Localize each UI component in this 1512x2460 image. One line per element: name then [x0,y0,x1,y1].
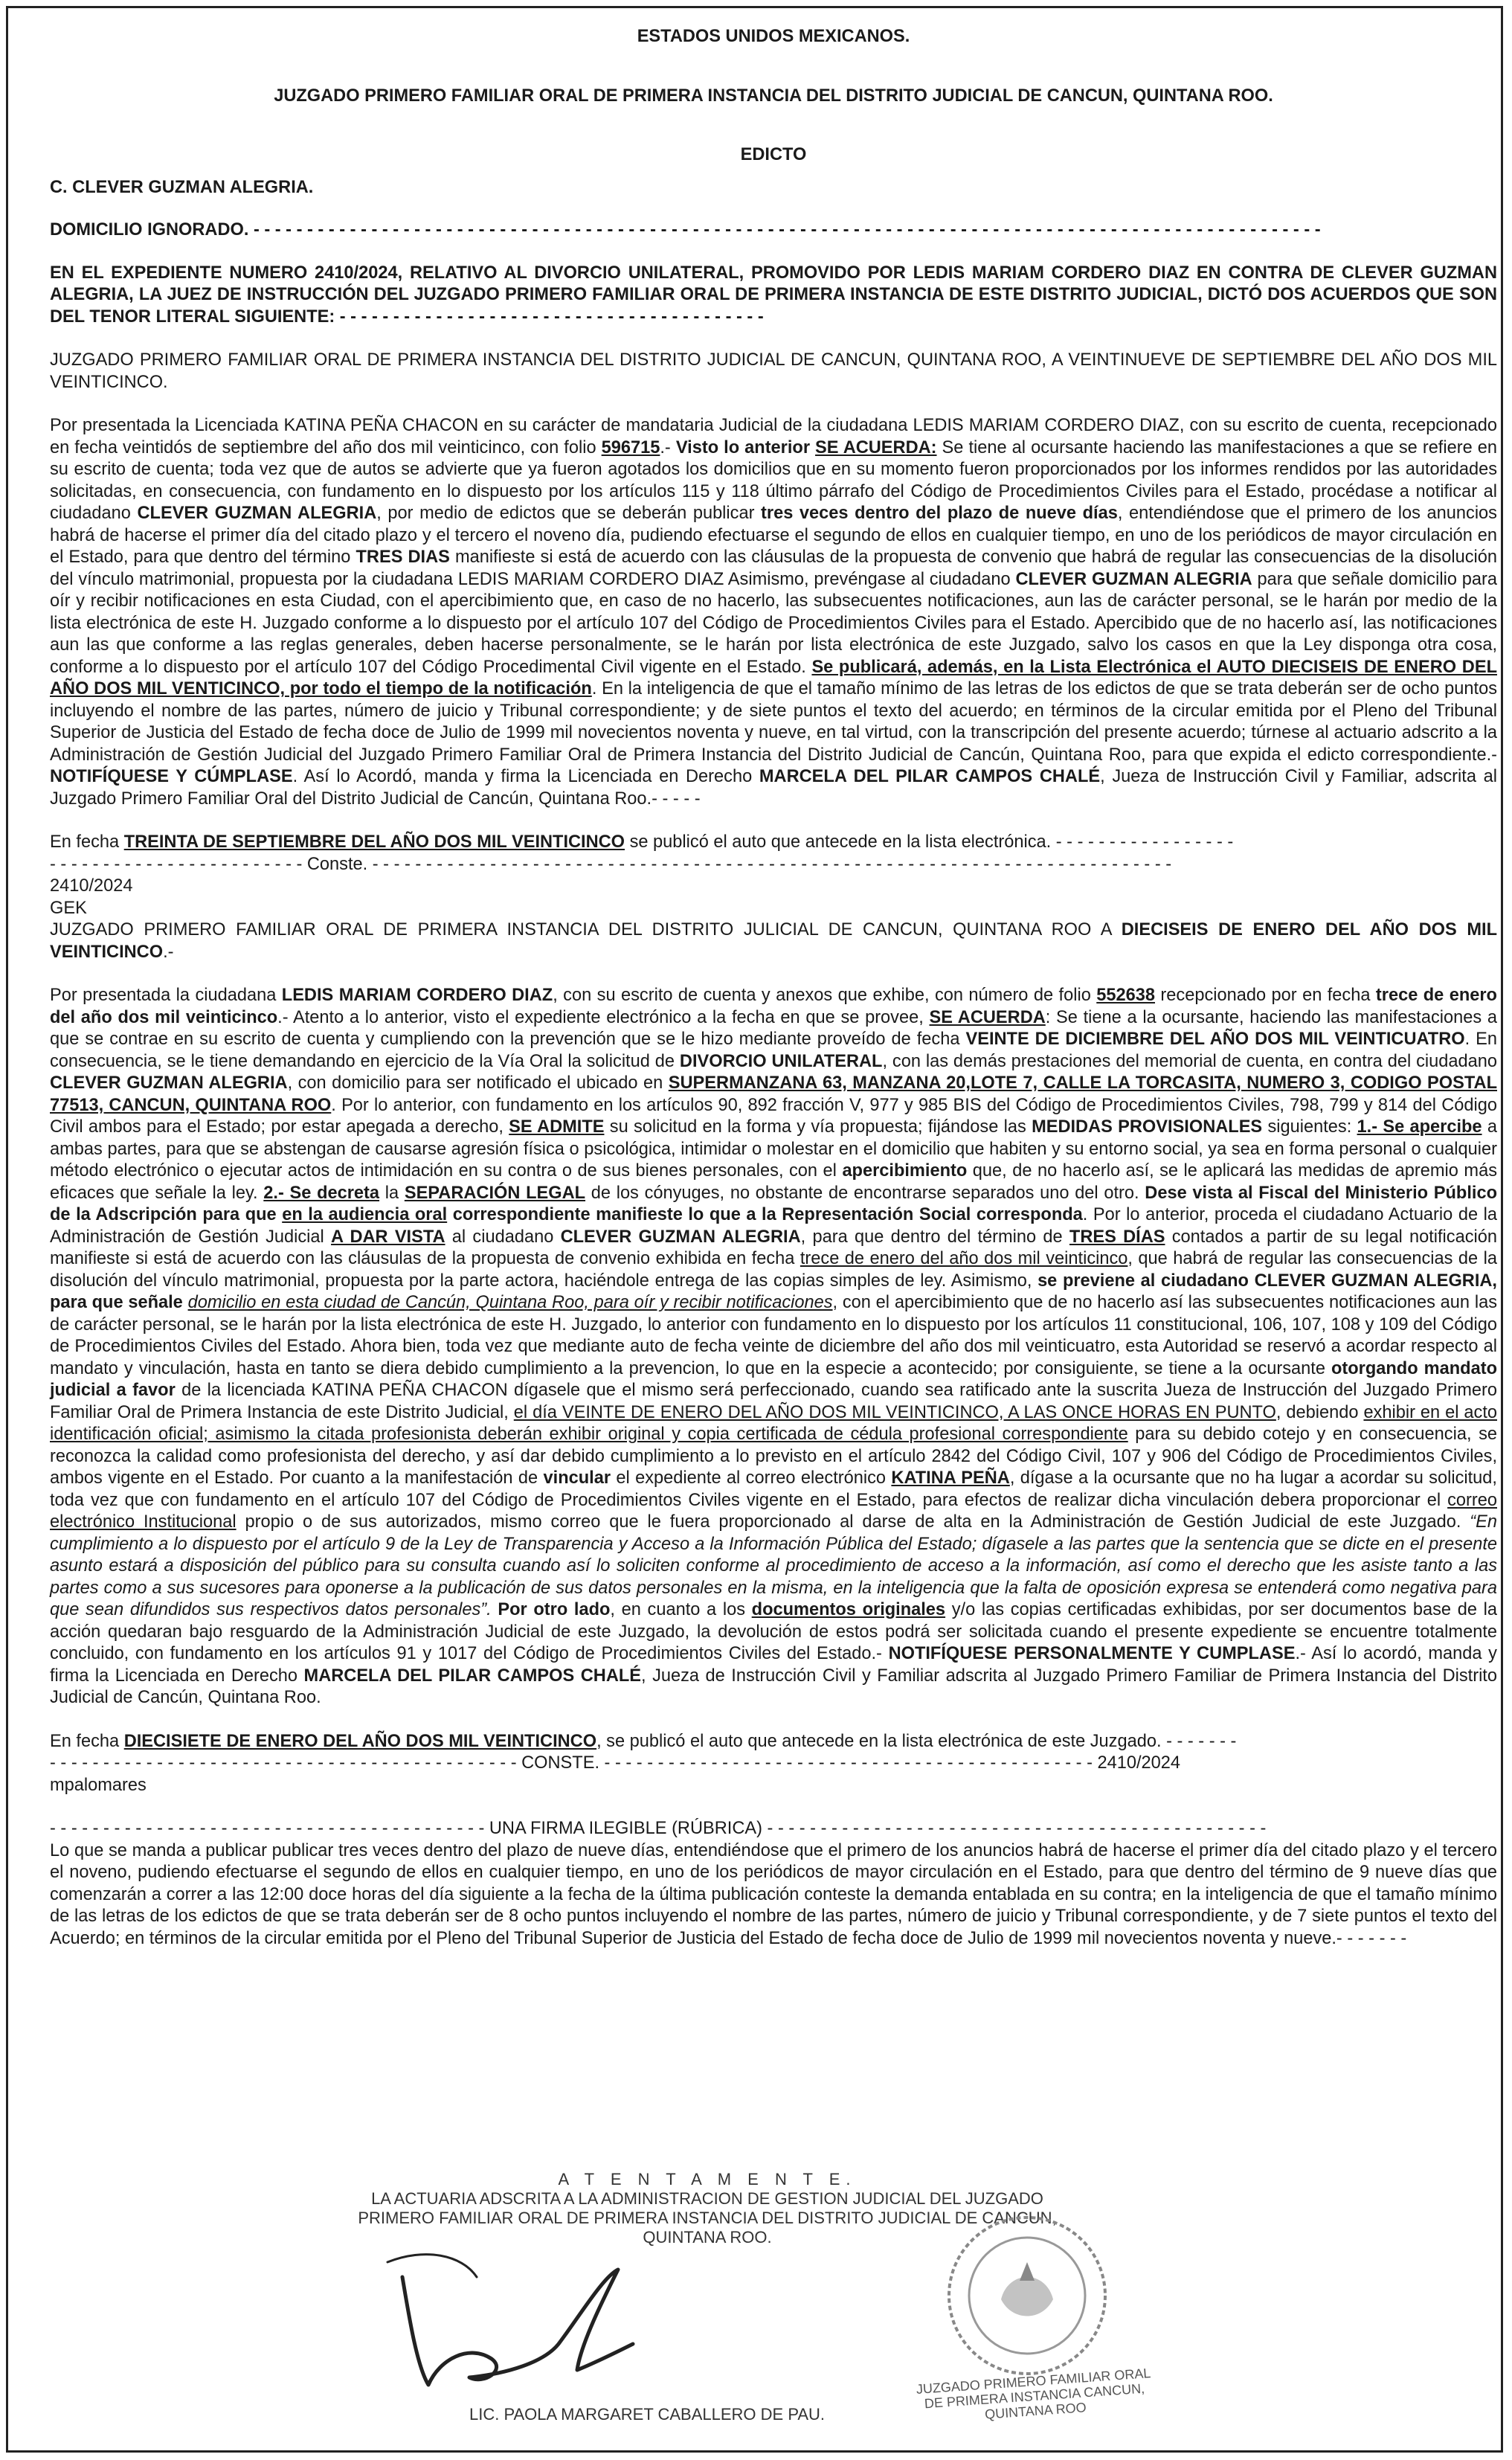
acuerdo1-publication: En fecha TREINTA DE SEPTIEMBRE DEL AÑO DOS MIL VEINTICINCO se publicó el auto que antecede en la lista electrónica. - - - - - - - - - - - - - - - - - [50,832,1234,852]
illegible-signature-line: - - - - - - - - - - - - - - - - - - - - - - - - - - - - - - - - - - - - - - - - - UNA FIRMA ILEGIBLE (RÚBRICA) - - - - - - - - - - - - - - - - - - - - - - - - - - - - - - - - - - - - - - - - - - - - - - - [50,1819,1267,1838]
court-seal [930,2210,1124,2381]
edict-page [6,6,1503,2453]
country-heading: ESTADOS UNIDOS MEXICANOS. [637,27,910,46]
expediente-number: 2410/2024 [50,876,133,896]
acuerdo2-body: Por presentada la ciudadana LEDIS MARIAM CORDERO DIAZ, con su escrito de cuenta y anexos que exhibe, con número de folio 552638 recepcionado por en fecha trece de enero del año dos mil veinticinco.- Atento a lo anterior, visto el expediente electrónico a la fecha en que se provee, SE ACUERDA: Se tiene a la ocursante, haciendo las manifestaciones a que se contrae en su escrito de cuenta y cumpliendo con la prevención que se le hizo mediante proveído de fecha VEINTE DE DICIEMBRE DEL AÑO DOS MIL VEINTICUATRO. En consecuencia, se le tiene demandando en ejercicio de la Vía Oral la solicitud de DIVORCIO UNILATERAL, con las demás prestaciones del memorial de cuenta, en contra del ciudadano CLEVER GUZMAN ALEGRIA, con domicilio para ser notificado el ubicado en SUPERMANZANA 63, MANZANA 20,LOTE 7, CALLE LA TORCASITA, NUMERO 3, CODIGO POSTAL 77513, CANCUN, QUINTANA ROO. Por lo anterior, con fundamento en los artículos 90, 892 fracción V, 977 y 985 BIS del Código de Procedimientos Civiles, 798, 799 y 814 del Código Civil ambos para el Estado; por estar apegada a derecho, SE ADMITE su solicitud en la forma y vía propuesta; fijándose las MEDIDAS PROVISIONALES siguientes: 1.- Se apercibe a ambas partes, para que se abstengan de causarse agresión física o psicológica, intimidar o molestar en el domicilio que habiten y su entorno social, ya sea en forma personal o cualquier método electrónico o ejecutar actos de intimidación en su contra o de sus bienes personales, con el apercibimiento que, de no hacerlo así, se le aplicará las medidas de apremio más eficaces que señale la ley. 2.- Se decreta la SEPARACIÓN LEGAL de los cónyuges, no obstante de encontrarse separados uno del otro. Dese vista al Fiscal del Ministerio Público de la Adscripción para que en la audiencia oral correspondiente manifieste lo que a la Representación Social corresponda. Por lo anterior, proceda el ciudadano Actuario de la Administración de Gestión Judicial A DAR VISTA al ciudadano CLEVER GUZMAN ALEGRIA, para que dentro del término de TRES DÍAS contados a partir de su legal notificación manifieste si está de acuerdo con las cláusulas de la propuesta de convenio exhibida en fecha trece de enero del año dos mil veinticinco, que habrá de regular las consecuencias de la disolución del vínculo matrimonial, propuesta por la parte actora, haciéndole entrega de las copias simples de ley. Asimismo, se previene al ciudadano CLEVER GUZMAN ALEGRIA, para que señale domicilio en esta ciudad de Cancún, Quintana Roo, para oír y recibir notificaciones, con el apercibimiento que de no hacerlo así las subsecuentes notificaciones aun las de carácter personal, se le harán por la lista electrónica de este H. Juzgado, lo anterior con fundamento en lo dispuesto por los artículos 11 constitucional, 106, 107, 108 y 109 del Código de Procedimientos Civiles del Estado. Ahora bien, toda vez que mediante auto de fecha veinte de diciembre del año dos mil veinticuatro, esta Autoridad se reservó a acordar respecto al mandato y vinculación, hasta en tanto se diera debido cumplimiento a la prevencion, lo que en la especie a acontecido; por consiguiente, se tiene a la ocursante otorgando mandato judicial a favor de la licenciada KATINA PEÑA CHACON dígasele que el mismo será perfeccionado, cuando sea ratificado ante la suscrita Jueza de Instrucción del Juzgado Primero Familiar Oral de Primera Instancia de este Distrito Judicial, el día VEINTE DE ENERO DEL AÑO DOS MIL VEINTICINCO, A LAS ONCE HORAS EN PUNTO, debiendo exhibir en el acto identificación oficial; asimismo la citada profesionista deberán exhibir original y copia certificada de cédula profesional correspondiente para su debido cotejo y en consecuencia, se reconozca la calidad como profesionista del derecho, y así dar debido cumplimiento a lo previsto en el artículo 2842 del Código Civil, 107 y 906 del Código de Procedimientos Civiles, ambos vigente en el Estado. Por cuanto a la manifestación de vincular el expediente al correo electrónico KATINA PEÑA, dígase a la ocursante que no ha lugar a acordar su solicitud, toda vez que con fundamento en el artículo 107 del Código de Procedimientos Civiles vigente en el Estado, para efectos de realizar dicha vinculación debera proporcionar el correo electrónico Institucional propio o de sus autorizados, mismo correo que le fuera proporcionado al darse de alta en la Administración de Gestión Judicial de este Juzgado. “En cumplimiento a lo dispuesto por el artículo 9 de la Ley de Transparencia y Acceso a la Información Pública del Estado; dígasele a las partes que la sentencia que se dicte en el presente asunto estará a disposición del público para su consulta cuando así lo soliciten conforme al procedimiento de acceso a la información, así como el derecho que les asiste tanto a las partes como a sus sucesores para oponerse a la publicación de sus datos personales en la misma, en la inteligencia que la falta de oposición expresa se entenderá como negativa para que sean difundidos sus respectivos datos personales”. Por otro lado, en cuanto a los documentos originales y/o las copias certificadas exhibidas, por ser documentos base de la acción quedaran bajo resguardo de la Administración Judicial de este Juzgado, la devolución de estos podrá ser solicitada cuando el presente expediente se encuentre totalmente concluido, con fundamento en los artículos 91 y 1017 del Código de Procedimientos Civiles del Estado.- NOTIFÍQUESE PERSONALMENTE Y CUMPLASE.- Así lo acordó, manda y firma la Licenciada en Derecho MARCELA DEL PILAR CAMPOS CHALÉ, Jueza de Instrucción Civil y Familiar adscrita al Juzgado Primero Familiar de Primera Instancia del Distrito Judicial de Cancún, Quintana Roo. [50,986,1498,1707]
acuerdo2-publication: En fecha DIECISIETE DE ENERO DEL AÑO DOS MIL VEINTICINCO, se publicó el auto que antecede en la lista electrónica de este Juzgado. - - - - - - - [50,1731,1237,1751]
clerk-initials: GEK [50,898,87,918]
clerk-user: mpalomares [50,1775,147,1795]
edict-title: EDICTO [740,145,807,164]
actuaria-line-3: QUINTANA ROO. [643,2228,772,2247]
acuerdo1-conste: - - - - - - - - - - - - - - - - - - - - - - - - Conste. - - - - - - - - - - - - - - - - - - - - - - - - - - - - - - - - - - - - - - - - - - - - - - - - - - - - - - - - - - - - - - - - - - - - - - - - - - - [50,854,1172,874]
acuerdo1-body: Por presentada la Licenciada KATINA PEÑA CHACON en su carácter de mandataria Judicial de la ciudadana LEDIS MARIAM CORDERO DIAZ, con su escrito de cuenta, recepcionado en fecha veintidós de septiembre del año dos mil veinticinco, con folio 596715.- Visto lo anterior SE ACUERDA: Se tiene al ocursante haciendo las manifestaciones a que se refiere en su escrito de cuenta; toda vez que de autos se advierte que ya fueron agotados los domicilios que en su momento fueron proporcionados por los informes rendidos por las autoridades solicitadas, en consecuencia, con fundamento en lo dispuesto por los artículos 115 y 118 último párrafo del Código de Procedimientos Civiles para el Estado, procédase a notificar al ciudadano CLEVER GUZMAN ALEGRIA, por medio de edictos que se deberán publicar tres veces dentro del plazo de nueve días, entendiéndose que el primero de los anuncios habrá de hacerse el primer día del citado plazo y el tercero el noveno día, pudiendo efectuarse el segundo de ellos en cualquier tiempo, en uno de los periódicos de mayor circulación en el Estado, para que dentro del término TRES DIAS manifieste si está de acuerdo con las cláusulas de la propuesta de convenio que habrá de regular las consecuencias de la disolución del vínculo matrimonial, propuesta por la ciudadana LEDIS MARIAM CORDERO DIAZ Asimismo, prevéngase al ciudadano CLEVER GUZMAN ALEGRIA para que señale domicilio para oír y recibir notificaciones en esta Ciudad, con el apercibimiento que, en caso de no hacerlo, las subsecuentes notificaciones, aun las de carácter personal, se le harán por medio de la lista electrónica de este H. Juzgado conforme a lo dispuesto por el artículo 107 del Código de Procedimientos Civiles para el Estado. Apercibido que de no hacerlo así, las notificaciones aun las que conforme a las reglas generales, deben hacerse personalmente, se le harán por lista electrónica de este Juzgado, salvo los casos en que la Ley disponga otra cosa, conforme a lo dispuesto por el artículo 107 del Código Procedimental Civil vigente en el Estado. Se publicará, además, en la Lista Electrónica el AUTO DIECISEIS DE ENERO DEL AÑO DOS MIL VENTICINCO, por todo el tiempo de la notificación. En la inteligencia de que el tamaño mínimo de las letras de los edictos de que se trata deberán ser de ocho puntos incluyendo el nombre de las partes, número de juicio y Tribunal correspondiente; y de siete puntos el texto del acuerdo; en términos de la circular emitida por el Pleno del Tribunal Superior de Justicia del Estado de fecha doce de Julio de 1999 mil novecientos noventa y nueve, en tal virtud, con la transcripción del presente acuerdo; túrnese al actuario adscrito a la Administración de Gestión Judicial del Juzgado Primero Familiar Oral de Primera Instancia del Distrito Judicial de Cancún, Quintana Roo, para que expida el edicto correspondiente.-NOTIFÍQUESE Y CÚMPLASE. Así lo Acordó, manda y firma la Licenciada en Derecho MARCELA DEL PILAR CAMPOS CHALÉ, Jueza de Instrucción Civil y Familiar, adscrita al Juzgado Primero Familiar Oral del Distrito Judicial de Cancún, Quintana Roo.- - - - - [50,416,1497,809]
atentamente-label: A T E N T A M E N T E. [558,2170,857,2188]
seal-text: JUZGADO PRIMERO FAMILIAR ORAL DE PRIMERA INSTANCIA CANCUN, QUINTANA ROO [916,2366,1151,2422]
addressee-domicile: DOMICILIO IGNORADO. - - - - - - - - - - - - - - - - - - - - - - - - - - - - - - - - - - - - - - - - - - - - - - - - - - - - - - - - - - - - - - - - - - - - - - - - - - - - - - - - - - - - - - - - - - - - - - - - - - - - [50,220,1321,240]
court-heading: JUZGADO PRIMERO FAMILIAR ORAL DE PRIMERA INSTANCIA DEL DISTRITO JUDICIAL DE CANCUN, QUINTANA ROO. [274,86,1273,106]
actuaria-line-1: LA ACTUARIA ADSCRITA A LA ADMINISTRACION DE GESTION JUDICIAL DEL JUZGADO [371,2189,1043,2208]
acuerdo2-conste: - - - - - - - - - - - - - - - - - - - - - - - - - - - - - - - - - - - - - - - - - - - - CONSTE. - - - - - - - - - - - - - - - - - - - - - - - - - - - - - - - - - - - - - - - - - - - - - - 2410/2024 [50,1753,1181,1773]
intro-paragraph: EN EL EXPEDIENTE NUMERO 2410/2024, RELATIVO AL DIVORCIO UNILATERAL, PROMOVIDO POR LEDIS MARIAM CORDERO DIAZ EN CONTRA DE CLEVER GUZMAN ALEGRIA, LA JUEZ DE INSTRUCCIÓN DEL JUZGADO PRIMERO FAMILIAR ORAL DE PRIMERA INSTANCIA DE ESTE DISTRITO JUDICIAL, DICTÓ DOS ACUERDOS QUE SON DEL TENOR LITERAL SIGUIENTE: - - - - - - - - - - - - - - - - - - - - - - - - - - - - - - - - - - - - - - - - [50,263,1497,327]
actuaria-name: LIC. PAOLA MARGARET CABALLERO DE PAU. [469,2405,826,2424]
handwritten-signature [358,2232,670,2403]
addressee-name: C. CLEVER GUZMAN ALEGRIA. [50,177,314,197]
acuerdo2-heading: JUZGADO PRIMERO FAMILIAR ORAL DE PRIMERA INSTANCIA DEL DISTRITO JULICIAL DE CANCUN, QUINTANA ROO A DIECISEIS DE ENERO DEL AÑO DOS MIL VEINTICINCO.- [50,920,1497,962]
closing-paragraph: Lo que se manda a publicar publicar tres veces dentro del plazo de nueve días, entendiéndose que el primero de los anuncios habrá de hacerse el primer día del citado plazo y el tercero el noveno, pudiendo efectuarse el segundo de ellos en cualquier tiempo, en uno de los periódicos de mayor circulación en el Estado, para que dentro del término de 9 nueve días que comenzarán a correr a las 12:00 doce horas del día siguiente a la fecha de la última publicación conteste la demanda entablada en su contra; en la inteligencia de que el tamaño mínimo de las letras de los edictos de que se trata deberán ser de 8 ocho puntos incluyendo el nombre de las partes, número de juicio y Tribunal correspondiente, y de 7 siete puntos el texto del Acuerdo; en términos de la circular emitida por el Pleno del Tribunal Superior de Justicia del Estado de fecha doce de Julio de 1999 mil novecientos noventa y nueve.- - - - - - - [50,1840,1497,1948]
actuaria-line-2: PRIMERO FAMILIAR ORAL DE PRIMERA INSTANCIA DEL DISTRITO JUDICIAL DE CANCUN, [358,2209,1057,2227]
edict-document [50,16,1497,1950]
acuerdo1-heading: JUZGADO PRIMERO FAMILIAR ORAL DE PRIMERA INSTANCIA DEL DISTRITO JUDICIAL DE CANCUN, QUINTANA ROO, A VEINTINUEVE DE SEPTIEMBRE DEL AÑO DOS MIL VEINTICINCO. [50,350,1497,392]
